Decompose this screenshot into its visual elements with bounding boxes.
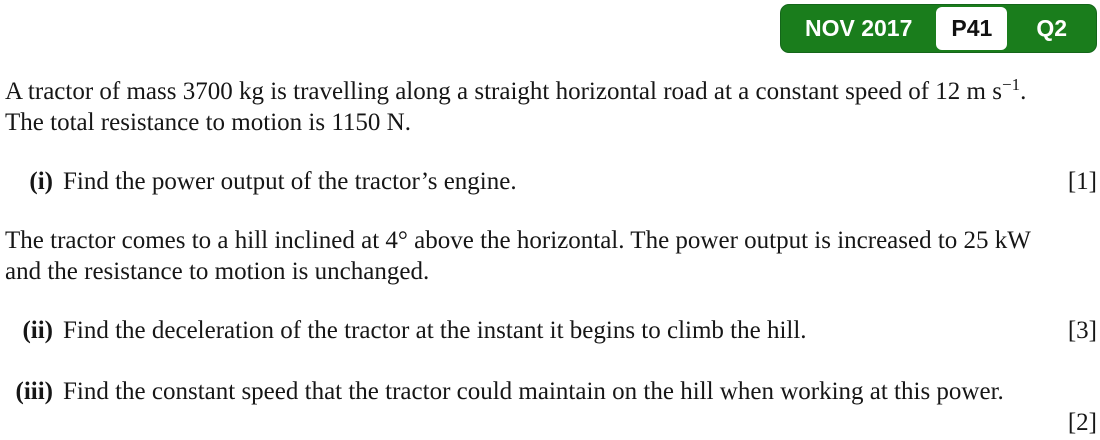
part-iii-number: (iii) (15, 378, 53, 405)
badge-session-label: NOV 2017 (804, 15, 913, 41)
intro-line-1 (5, 76, 1097, 107)
intro-line-2: The total resistance to motion is 1150 N. (5, 109, 411, 136)
badge-question-label: Q2 (1036, 15, 1067, 41)
part-i-text: Find the power output of the tractor’s engine. (63, 168, 517, 195)
hill-paragraph (5, 225, 1097, 287)
intro-line-1-period: . (1020, 78, 1027, 105)
hill-line-2: and the resistance to motion is unchanged. (5, 258, 430, 285)
part-ii-text: Find the deceleration of the tractor at the instant it begins to climb the hill. (63, 317, 807, 344)
part-i-row (5, 166, 1097, 197)
badge-paper-label: P41 (936, 7, 1007, 50)
part-ii-number: (ii) (22, 317, 53, 344)
part-ii-row (5, 315, 1097, 346)
part-iii-marks: [2] (1067, 409, 1097, 436)
paper-badge (780, 4, 1097, 53)
part-iii-text: Find the constant speed that the tractor could maintain on the hill when working at this power. (63, 378, 1004, 405)
superscript-exponent: −1 (1002, 75, 1021, 94)
part-iii-marks-line (5, 407, 1097, 438)
part-iii-row (5, 376, 1097, 407)
hill-line-1: The tractor comes to a hill inclined at 4° above the horizontal. The power output is increased to 25 kW (5, 227, 1031, 254)
intro-paragraph (5, 76, 1097, 138)
part-i-number: (i) (29, 168, 53, 195)
intro-line-1-text: A tractor of mass 3700 kg is travelling along a straight horizontal road at a constant speed of 12 m s (5, 78, 1002, 105)
part-ii-marks: [3] (1067, 317, 1097, 344)
part-i-marks: [1] (1067, 168, 1097, 195)
